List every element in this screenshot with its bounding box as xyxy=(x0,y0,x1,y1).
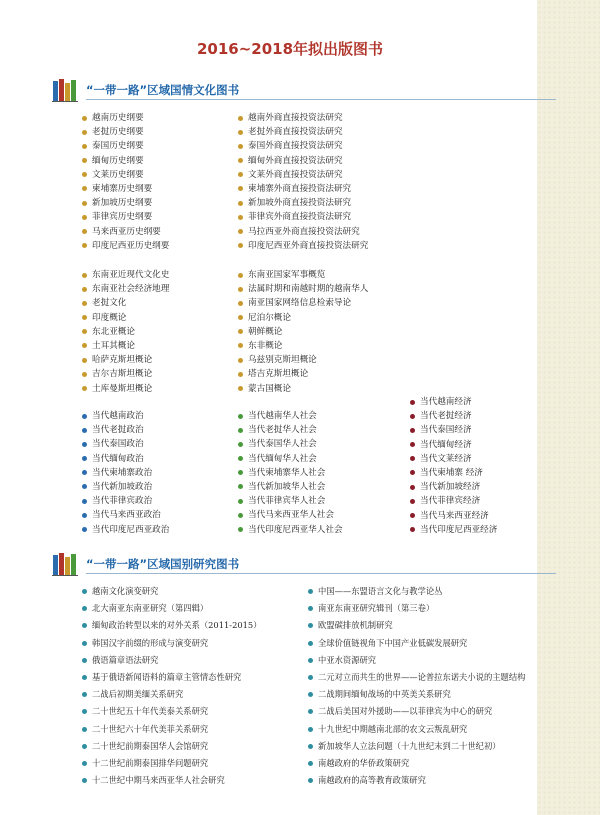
book-list-item xyxy=(308,738,525,755)
book-list-item xyxy=(82,738,262,755)
book-title: 当代马来西亚政治 xyxy=(92,510,161,521)
book-list-item xyxy=(238,325,368,339)
book-list-item xyxy=(82,168,169,182)
book-title: 东南亚社会经济地理 xyxy=(92,284,170,295)
s1-group3-right-list xyxy=(410,395,497,537)
book-title: 中亚水资源研究 xyxy=(318,654,377,665)
book-list-item xyxy=(82,311,169,325)
bullet-dot-icon xyxy=(238,116,243,121)
book-title: 马来西亚历史纲要 xyxy=(92,226,161,237)
book-list-item xyxy=(82,196,169,210)
book-list-item xyxy=(82,210,169,224)
book-list-item xyxy=(308,703,525,720)
book-title: 欧盟碳排放机制研究 xyxy=(318,620,393,631)
book-list-item xyxy=(82,635,262,652)
book-title: 韩国汉字前缀的形成与演变研究 xyxy=(92,637,209,648)
book-list-item xyxy=(238,437,343,451)
bullet-dot-icon xyxy=(238,372,243,377)
book-title: 土库曼斯坦概论 xyxy=(92,383,153,394)
book-title: 东北亚概论 xyxy=(92,326,135,337)
bullet-dot-icon xyxy=(82,215,87,220)
book-title: 当代柬埔寨 经济 xyxy=(420,467,483,478)
bullet-dot-icon xyxy=(82,186,87,191)
book-list-item xyxy=(82,452,169,466)
book-title: 越南历史纲要 xyxy=(92,113,144,123)
bullet-dot-icon xyxy=(410,470,415,475)
book-title: 乌兹别克斯坦概论 xyxy=(248,355,317,366)
book-list-item xyxy=(410,423,497,437)
book-list-item xyxy=(82,239,169,253)
book-title: 当代马来西亚经济 xyxy=(420,510,489,521)
book-title: 塔吉克斯坦概论 xyxy=(248,369,309,380)
bullet-dot-icon xyxy=(238,428,243,433)
bullet-dot-icon xyxy=(308,589,313,594)
bullet-dot-icon xyxy=(308,675,313,680)
book-list-item xyxy=(238,125,368,139)
side-margin-texture xyxy=(537,0,600,815)
book-list-item xyxy=(82,225,169,239)
bullet-dot-icon xyxy=(238,243,243,248)
bullet-dot-icon xyxy=(82,358,87,363)
book-list-item xyxy=(308,617,525,634)
bullet-dot-icon xyxy=(82,329,87,334)
bullet-dot-icon xyxy=(82,273,87,278)
bullet-dot-icon xyxy=(82,606,87,611)
bullet-dot-icon xyxy=(238,201,243,206)
s1-group1-right-list xyxy=(238,111,368,253)
page-title: 2016~2018年拟出版图书 xyxy=(196,40,384,58)
bullet-dot-icon xyxy=(82,675,87,680)
bullet-dot-icon xyxy=(82,130,87,135)
book-list-item xyxy=(82,508,169,522)
book-list-item xyxy=(238,508,343,522)
book-list-item xyxy=(82,703,262,720)
bullet-dot-icon xyxy=(82,484,87,489)
book-list-item xyxy=(238,466,343,480)
book-title: 二十世纪前期泰国华人会馆研究 xyxy=(92,740,209,751)
section-2-title: “一带一路”区域国别研究图书 xyxy=(86,557,240,571)
book-list-item xyxy=(82,111,169,125)
book-title: 当代越南政治 xyxy=(92,411,144,421)
bullet-dot-icon xyxy=(308,692,313,697)
book-list-item xyxy=(410,466,497,480)
bullet-dot-icon xyxy=(82,456,87,461)
bullet-dot-icon xyxy=(238,343,243,348)
bullet-dot-icon xyxy=(308,606,313,611)
book-title: 二十世纪六十年代美菲关系研究 xyxy=(92,723,209,734)
bullet-dot-icon xyxy=(308,727,313,732)
book-title: 当代菲律宾政治 xyxy=(92,496,153,507)
bullet-dot-icon xyxy=(82,641,87,646)
book-title: 当代新加坡政治 xyxy=(92,481,153,492)
bullet-dot-icon xyxy=(410,513,415,518)
book-list-item xyxy=(238,239,368,253)
book-list-item xyxy=(82,772,262,789)
bullet-dot-icon xyxy=(82,527,87,532)
bullet-dot-icon xyxy=(238,144,243,149)
book-title: 当代老挝经济 xyxy=(420,411,472,422)
bullet-dot-icon xyxy=(82,414,87,419)
book-title: 文莱外商直接投资法研究 xyxy=(248,169,343,180)
bullet-dot-icon xyxy=(410,499,415,504)
book-title: 中国——东盟语言文化与教学论丛 xyxy=(318,586,443,596)
bullet-dot-icon xyxy=(410,428,415,433)
bullet-dot-icon xyxy=(238,229,243,234)
book-list-item xyxy=(238,423,343,437)
book-title: 南亚东南亚研究辑刊（第三卷） xyxy=(318,603,435,614)
bullet-dot-icon xyxy=(82,470,87,475)
bullet-dot-icon xyxy=(308,744,313,749)
book-title: 柬埔寨历史纲要 xyxy=(92,183,153,194)
book-list-item xyxy=(82,382,169,396)
bullet-dot-icon xyxy=(238,301,243,306)
book-list-item xyxy=(238,225,368,239)
bullet-dot-icon xyxy=(82,172,87,177)
book-list-item xyxy=(82,480,169,494)
bullet-dot-icon xyxy=(82,623,87,628)
book-list-item xyxy=(82,755,262,772)
book-title: 当代缅甸经济 xyxy=(420,439,472,450)
book-title: 柬埔寨外商直接投资法研究 xyxy=(248,183,352,194)
bullet-dot-icon xyxy=(238,456,243,461)
book-list-item xyxy=(238,523,343,537)
book-list-item xyxy=(410,395,497,409)
book-list-item xyxy=(82,437,169,451)
book-title: 东非概论 xyxy=(248,340,283,351)
bullet-dot-icon xyxy=(82,372,87,377)
book-title: 新加坡华人立法问题（十九世纪末到二十世纪初） xyxy=(318,740,501,751)
book-list-item xyxy=(82,353,169,367)
books-icon xyxy=(52,78,78,102)
book-title: 泰国外商直接投资法研究 xyxy=(248,141,343,152)
book-list-item xyxy=(410,494,497,508)
bullet-dot-icon xyxy=(308,709,313,714)
book-list-item xyxy=(82,583,262,600)
bullet-dot-icon xyxy=(82,442,87,447)
book-list-item xyxy=(238,480,343,494)
book-title: 越南外商直接投资法研究 xyxy=(248,113,343,123)
book-list-item xyxy=(410,452,497,466)
book-list-item xyxy=(238,111,368,125)
book-list-item xyxy=(308,583,525,600)
book-list-item xyxy=(238,282,368,296)
book-list-item xyxy=(238,494,343,508)
book-title: 当代缅甸政治 xyxy=(92,453,144,464)
bullet-dot-icon xyxy=(308,623,313,628)
book-list-item xyxy=(238,168,368,182)
book-title: 当代泰国经济 xyxy=(420,425,472,436)
book-title: 尼泊尔概论 xyxy=(248,312,291,323)
bullet-dot-icon xyxy=(82,589,87,594)
book-title: 全球价值链视角下中国产业低碳发展研究 xyxy=(318,637,468,648)
book-list-item xyxy=(238,367,368,381)
book-list-item xyxy=(238,311,368,325)
book-title: 当代柬埔寨政治 xyxy=(92,467,153,478)
books-icon xyxy=(52,552,78,576)
bullet-dot-icon xyxy=(410,400,415,405)
bullet-dot-icon xyxy=(82,116,87,121)
book-list-item xyxy=(82,686,262,703)
bullet-dot-icon xyxy=(410,456,415,461)
book-title: 泰国历史纲要 xyxy=(92,141,144,152)
book-title: 二十世纪五十年代美泰关系研究 xyxy=(92,706,209,717)
book-title: 二战期间缅甸战场的中英美关系研究 xyxy=(318,689,451,700)
bullet-dot-icon xyxy=(82,201,87,206)
book-list-item xyxy=(410,480,497,494)
book-list-item xyxy=(238,353,368,367)
book-list-item xyxy=(308,686,525,703)
book-list-item xyxy=(238,210,368,224)
bullet-dot-icon xyxy=(82,287,87,292)
book-list-item xyxy=(82,325,169,339)
book-title: 当代菲律宾华人社会 xyxy=(248,496,326,507)
bullet-dot-icon xyxy=(238,158,243,163)
book-list-item xyxy=(82,268,169,282)
section-1-rule xyxy=(86,99,556,100)
book-title: 当代泰国华人社会 xyxy=(248,439,317,450)
book-title: 法属时期和南越时期的越南华人 xyxy=(248,284,369,295)
book-list-item xyxy=(238,139,368,153)
book-list-item xyxy=(238,409,343,423)
s1-group3-left-list xyxy=(82,409,169,537)
bullet-dot-icon xyxy=(308,761,313,766)
book-title: 二战后美国对外援助——以菲律宾为中心的研究 xyxy=(318,706,493,717)
bullet-dot-icon xyxy=(82,727,87,732)
book-list-item xyxy=(82,669,262,686)
book-list-item xyxy=(82,523,169,537)
book-list-item xyxy=(238,196,368,210)
book-title: 缅甸外商直接投资法研究 xyxy=(248,155,343,166)
book-list-item xyxy=(82,154,169,168)
book-list-item xyxy=(238,339,368,353)
bullet-dot-icon xyxy=(82,709,87,714)
book-list-item xyxy=(238,452,343,466)
book-title: 十九世纪中期越南北部的农文云叛乱研究 xyxy=(318,723,468,734)
bullet-dot-icon xyxy=(238,215,243,220)
bullet-dot-icon xyxy=(308,658,313,663)
bullet-dot-icon xyxy=(82,229,87,234)
book-title: 新加坡外商直接投资法研究 xyxy=(248,198,352,209)
s1-group1-left-list xyxy=(82,111,169,253)
book-title: 当代印度尼西亚政治 xyxy=(92,524,170,535)
book-title: 吉尔吉斯坦概论 xyxy=(92,369,153,380)
book-title: 缅甸历史纲要 xyxy=(92,155,144,166)
book-title: 蒙古国概论 xyxy=(248,383,291,394)
bullet-dot-icon xyxy=(82,428,87,433)
book-list-item xyxy=(82,182,169,196)
book-title: 越南文化演变研究 xyxy=(92,586,159,596)
book-title: 当代印度尼西亚华人社会 xyxy=(248,524,343,535)
book-title: 印度尼西亚历史纲要 xyxy=(92,240,170,251)
bullet-dot-icon xyxy=(82,144,87,149)
book-title: 土耳其概论 xyxy=(92,340,135,351)
bullet-dot-icon xyxy=(82,301,87,306)
book-title: 马拉西亚外商直接投资法研究 xyxy=(248,226,360,237)
book-list-item xyxy=(82,296,169,310)
book-title: 菲律宾外商直接投资法研究 xyxy=(248,212,352,223)
book-title: 当代菲律宾经济 xyxy=(420,496,481,507)
s1-group2-right-list xyxy=(238,268,368,396)
bullet-dot-icon xyxy=(308,778,313,783)
s1-group3-middle-list xyxy=(238,409,343,537)
bullet-dot-icon xyxy=(82,513,87,518)
bullet-dot-icon xyxy=(410,485,415,490)
book-title: 当代文莱经济 xyxy=(420,453,472,464)
book-title: 十二世纪前期泰国排华问题研究 xyxy=(92,757,209,768)
bullet-dot-icon xyxy=(238,527,243,532)
book-title: 当代新加坡华人社会 xyxy=(248,481,326,492)
bullet-dot-icon xyxy=(410,527,415,532)
s2-left-list xyxy=(82,583,262,789)
book-list-item xyxy=(82,466,169,480)
book-list-item xyxy=(82,125,169,139)
book-list-item xyxy=(410,509,497,523)
book-title: 当代越南经济 xyxy=(420,397,472,407)
book-title: 当代缅甸华人社会 xyxy=(248,453,317,464)
book-list-item xyxy=(238,154,368,168)
bullet-dot-icon xyxy=(82,744,87,749)
bullet-dot-icon xyxy=(410,414,415,419)
book-list-item xyxy=(238,296,368,310)
bullet-dot-icon xyxy=(238,273,243,278)
book-list-item xyxy=(308,755,525,772)
book-list-item xyxy=(410,523,497,537)
book-list-item xyxy=(82,600,262,617)
book-title: 老挝外商直接投资法研究 xyxy=(248,127,343,138)
book-title: 当代新加坡经济 xyxy=(420,482,481,493)
book-title: 二战后初期美缅关系研究 xyxy=(92,689,184,700)
book-title: 当代泰国政治 xyxy=(92,439,144,450)
book-title: 朝鲜概论 xyxy=(248,326,283,337)
book-title: 当代老挝华人社会 xyxy=(248,425,317,436)
book-title: 老挝文化 xyxy=(92,298,127,309)
s2-right-list xyxy=(308,583,525,789)
book-list-item xyxy=(308,652,525,669)
book-list-item xyxy=(308,772,525,789)
book-title: 当代柬埔寨华人社会 xyxy=(248,467,326,478)
bullet-dot-icon xyxy=(82,692,87,697)
book-title: 北大南亚东南亚研究（第四辑） xyxy=(92,603,209,614)
book-list-item xyxy=(308,669,525,686)
book-list-item xyxy=(238,382,368,396)
book-title: 当代越南华人社会 xyxy=(248,411,317,421)
bullet-dot-icon xyxy=(238,358,243,363)
bullet-dot-icon xyxy=(82,386,87,391)
bullet-dot-icon xyxy=(410,442,415,447)
bullet-dot-icon xyxy=(238,186,243,191)
book-list-item xyxy=(410,438,497,452)
book-title: 当代印度尼西亚经济 xyxy=(420,524,498,535)
book-list-item xyxy=(82,423,169,437)
bullet-dot-icon xyxy=(238,470,243,475)
bullet-dot-icon xyxy=(238,442,243,447)
book-list-item xyxy=(308,635,525,652)
book-list-item xyxy=(82,409,169,423)
bullet-dot-icon xyxy=(238,513,243,518)
book-list-item xyxy=(82,617,262,634)
section-1-title: “一带一路”区域国情文化图书 xyxy=(86,83,240,97)
bullet-dot-icon xyxy=(82,343,87,348)
book-title: 十二世纪中期马来西亚华人社会研究 xyxy=(92,775,225,786)
bullet-dot-icon xyxy=(238,386,243,391)
bullet-dot-icon xyxy=(82,243,87,248)
s1-group2-left-list xyxy=(82,268,169,396)
bullet-dot-icon xyxy=(238,499,243,504)
book-title: 印度概论 xyxy=(92,312,127,323)
book-title: 基于俄语新闻语料的篇章主管情态性研究 xyxy=(92,671,242,682)
book-list-item xyxy=(82,139,169,153)
book-list-item xyxy=(82,282,169,296)
bullet-dot-icon xyxy=(238,130,243,135)
book-title: 南越政府的高等教育政策研究 xyxy=(318,775,426,786)
book-title: 当代老挝政治 xyxy=(92,425,144,436)
book-list-item xyxy=(238,182,368,196)
book-list-item xyxy=(308,721,525,738)
bullet-dot-icon xyxy=(82,778,87,783)
bullet-dot-icon xyxy=(238,315,243,320)
section-2-rule xyxy=(86,573,556,574)
bullet-dot-icon xyxy=(238,287,243,292)
bullet-dot-icon xyxy=(82,761,87,766)
bullet-dot-icon xyxy=(308,641,313,646)
book-list-item xyxy=(82,339,169,353)
bullet-dot-icon xyxy=(238,329,243,334)
bullet-dot-icon xyxy=(82,499,87,504)
book-list-item xyxy=(82,494,169,508)
book-title: 新加坡历史纲要 xyxy=(92,198,153,209)
book-list-item xyxy=(82,721,262,738)
book-title: 俄语篇章语法研究 xyxy=(92,654,159,665)
book-title: 缅甸政治转型以来的对外关系（2011-2015） xyxy=(92,620,262,631)
bullet-dot-icon xyxy=(238,484,243,489)
bullet-dot-icon xyxy=(82,658,87,663)
bullet-dot-icon xyxy=(82,315,87,320)
book-title: 当代马来西亚华人社会 xyxy=(248,510,334,521)
book-list-item xyxy=(82,652,262,669)
book-list-item xyxy=(410,409,497,423)
bullet-dot-icon xyxy=(82,158,87,163)
book-list-item xyxy=(308,600,525,617)
book-title: 哈萨克斯坦概论 xyxy=(92,355,153,366)
book-title: 老挝历史纲要 xyxy=(92,127,144,138)
bullet-dot-icon xyxy=(238,172,243,177)
book-title: 文莱历史纲要 xyxy=(92,169,144,180)
book-list-item xyxy=(82,367,169,381)
book-title: 印度尼西亚外商直接投资法研究 xyxy=(248,240,369,251)
book-title: 菲律宾历史纲要 xyxy=(92,212,153,223)
book-title: 东南亚国家军事概览 xyxy=(248,270,326,280)
bullet-dot-icon xyxy=(238,414,243,419)
book-list-item xyxy=(238,268,368,282)
book-title: 南越政府的华侨政策研究 xyxy=(318,757,410,768)
book-title: 东南亚近现代文化史 xyxy=(92,270,170,280)
book-title: 南亚国家网络信息检索导论 xyxy=(248,298,352,309)
book-title: 二元对立而共生的世界——论普拉东诺夫小说的主题结构 xyxy=(318,671,526,682)
